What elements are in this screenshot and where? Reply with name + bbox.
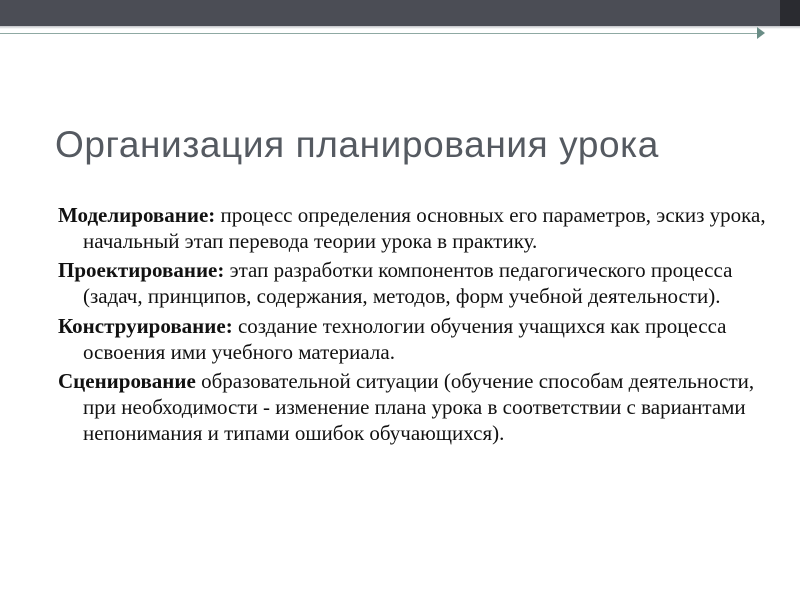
definition-modeling: процесс определения основных его параметров, эскиз урока, начальный этап перевода теории урока в практику. [83, 203, 766, 253]
list-item-construction [58, 314, 774, 365]
term-modeling: Моделирование: [58, 203, 216, 227]
slide-title: Организация планирования урока [55, 124, 659, 165]
accent-line [0, 33, 757, 34]
corner-block [780, 0, 800, 26]
list-item-modeling [58, 203, 774, 254]
list-item-scenario [58, 369, 774, 446]
term-scenario: Сценирование [58, 369, 196, 394]
slide-content [58, 203, 774, 450]
definition-design: этап разработки компонентов педагогического процесса (задач, принципов, содержания, методов, форм учебной деятельности). [83, 258, 733, 309]
accent-triangle-icon [757, 27, 765, 39]
term-construction: Конструирование: [58, 313, 233, 338]
definition-construction: создание технологии обучения учащихся как процесса освоения ими учебного материала. [83, 313, 727, 364]
definition-scenario: образовательной ситуации (обучение способам деятельности, при необходимости - изменение плана урока в соответствии с вариантами непонимания и типами ошибок обучающихся). [83, 369, 755, 445]
top-bar-shadow [0, 26, 800, 29]
top-bar [0, 0, 800, 26]
term-design: Проектирование: [58, 258, 225, 283]
list-item-design [58, 258, 774, 309]
